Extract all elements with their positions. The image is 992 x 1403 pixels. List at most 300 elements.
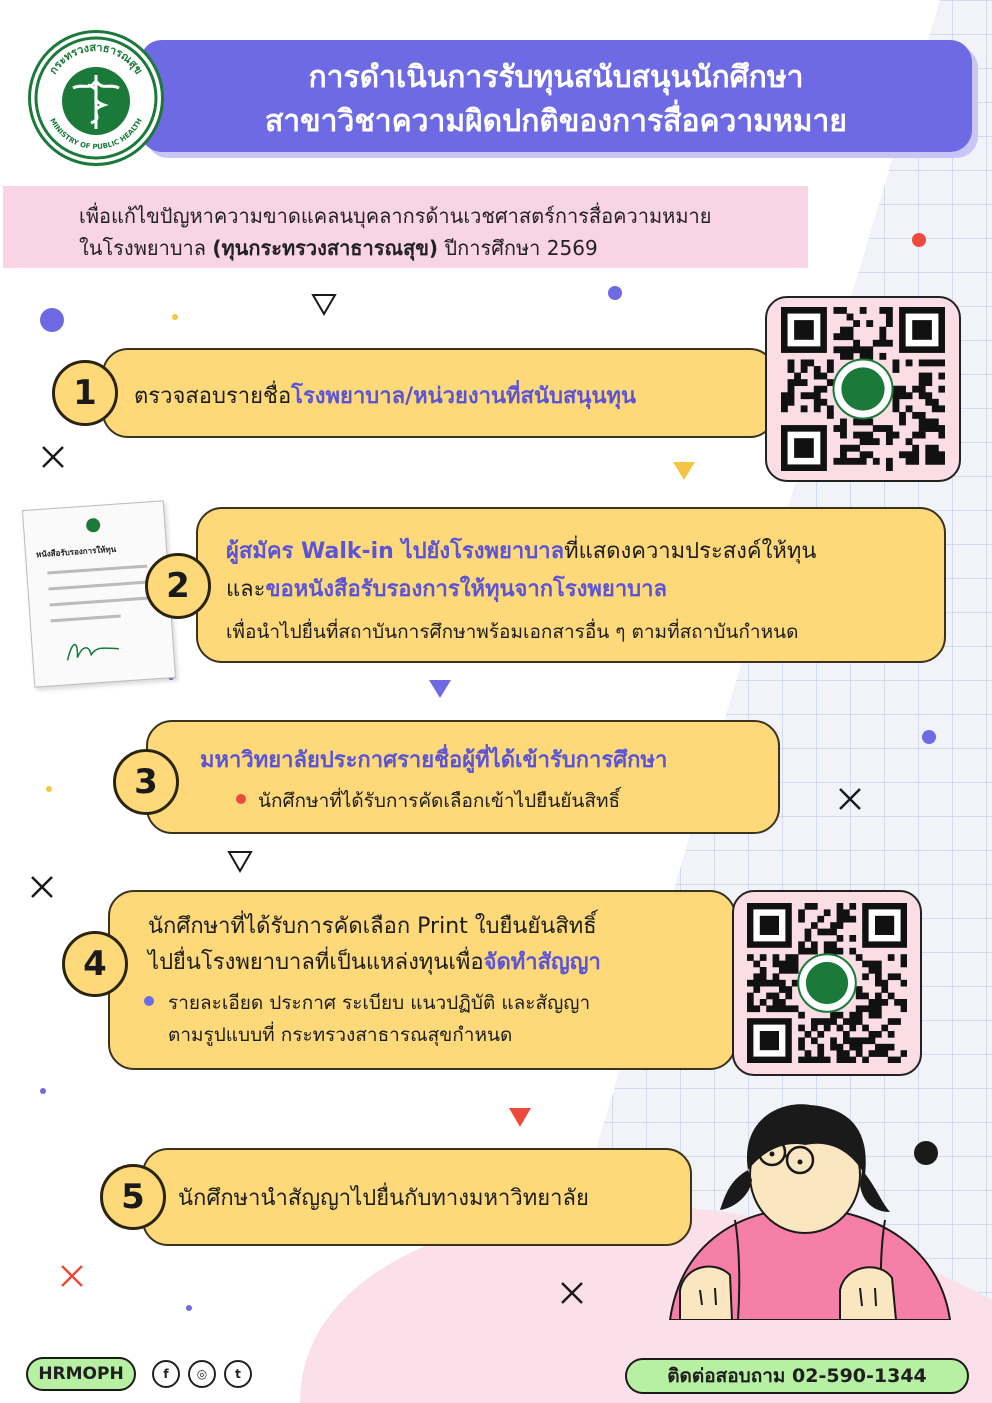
qr-module [879, 333, 886, 340]
qr-module [811, 941, 818, 948]
qr-module [932, 405, 939, 412]
qr-module [837, 1012, 844, 1019]
qr-module [817, 1044, 824, 1051]
qr-module [856, 1050, 863, 1057]
qr-module [811, 948, 818, 955]
qr-module [833, 333, 840, 340]
qr-module [773, 999, 780, 1006]
intro-line-2 [79, 232, 598, 264]
qr-module [792, 1005, 799, 1012]
qr-module [801, 359, 808, 366]
qr-module [824, 909, 831, 916]
qr-module [849, 916, 856, 923]
step-1-box [102, 348, 776, 438]
qr-module [894, 1057, 901, 1063]
qr-module [814, 386, 821, 393]
qr-module [824, 1057, 831, 1063]
qr-module [886, 307, 893, 314]
facebook-icon[interactable]: f [152, 1360, 180, 1388]
qr-module [843, 1018, 850, 1025]
qr-module [932, 451, 939, 458]
step-4-line-2-highlight: จัดทำสัญญา [483, 950, 601, 975]
qr-module [785, 993, 792, 1000]
step-2-line-3: เพื่อนำไปยื่นที่สถาบันการศึกษาพร้อมเอกสารอื่น ๆ ตามที่สถาบันกำหนด [226, 621, 799, 643]
qr-module [853, 458, 860, 465]
qr-module [830, 1044, 837, 1051]
qr-module [856, 1018, 863, 1025]
qr-module [853, 320, 860, 327]
qr-module [807, 392, 814, 399]
qr-module [906, 438, 913, 445]
qr-finder [912, 320, 932, 340]
qr-module [824, 1018, 831, 1025]
qr-module [888, 1057, 895, 1063]
step-5-text: นักศึกษานำสัญญาไปยื่นกับทางมหาวิทยาลัย [178, 1186, 589, 1211]
step-4-bullet-line-2: ตามรูปแบบที่ กระทรวงสาธารณสุขกำหนด [168, 1024, 513, 1046]
qr-module [817, 916, 824, 923]
qr-module [837, 916, 844, 923]
qr-module [798, 941, 805, 948]
qr-module [875, 973, 882, 980]
intro-box [3, 186, 808, 268]
qr-module [932, 399, 939, 406]
qr-module [837, 935, 844, 942]
qr-module [833, 425, 840, 432]
step-4-bullet-line-1: รายละเอียด ประกาศ ระเบียบ แนวปฏิบัติ และสัญญา [168, 992, 591, 1014]
qr-module [747, 954, 754, 961]
qr-module [837, 922, 844, 929]
qr-module [886, 432, 893, 439]
qr-module [856, 954, 863, 961]
qr-module [873, 340, 880, 347]
step-5-box [142, 1148, 692, 1246]
qr-module [860, 438, 867, 445]
instagram-icon[interactable]: ◎ [188, 1360, 216, 1388]
qr-module [840, 327, 847, 334]
qr-module [888, 1044, 895, 1051]
qr-module [860, 458, 867, 465]
intro-line-2-bold: (ทุนกระทรวงสาธารณสุข) [212, 236, 439, 260]
qr-module [879, 425, 886, 432]
qr-module [792, 961, 799, 968]
qr-module [827, 366, 834, 373]
qr-module [840, 419, 847, 426]
qr-code-1[interactable] [765, 296, 961, 482]
step-2-line-2-plain: และ [226, 577, 266, 602]
qr-module [869, 961, 876, 968]
qr-module [919, 392, 926, 399]
qr-module [760, 973, 767, 980]
qr-module [901, 961, 907, 968]
qr-module [886, 438, 893, 445]
qr-module [879, 307, 886, 314]
qr-module [766, 980, 773, 987]
qr-module [866, 451, 873, 458]
qr-module [869, 1037, 876, 1044]
qr-module [912, 386, 919, 393]
qr-module [792, 967, 799, 974]
qr-module [798, 1012, 805, 1019]
qr-module [875, 961, 882, 968]
contact-badge: ติดต่อสอบถาม 02-590-1344 [625, 1358, 969, 1394]
qr-module [893, 405, 900, 412]
qr-module [899, 412, 906, 419]
qr-module [840, 432, 847, 439]
qr-module [843, 1050, 850, 1057]
qr-module [847, 353, 854, 360]
step-2-line-1-plain: ที่แสดงความประสงค์ให้ทุน [564, 539, 817, 564]
qr-module [925, 399, 932, 406]
qr-module [875, 1005, 882, 1012]
qr-module [773, 973, 780, 980]
step-4-line-2 [148, 944, 601, 979]
step-4-number: 4 [62, 931, 128, 997]
qr-module [747, 980, 754, 987]
qr-module [893, 432, 900, 439]
qr-module [837, 903, 844, 910]
qr-module [843, 1031, 850, 1038]
qr-module [886, 320, 893, 327]
qr-module [899, 392, 906, 399]
qr-module [781, 392, 788, 399]
qr-finder [875, 916, 894, 935]
qr-module [840, 445, 847, 452]
title-banner [140, 40, 972, 152]
qr-module [886, 458, 893, 465]
qr-module [893, 366, 900, 373]
step-4-box [108, 890, 736, 1070]
qr-module [925, 392, 932, 399]
qr-module [862, 961, 869, 968]
qr-module [925, 451, 932, 458]
qr-pattern-2 [747, 903, 907, 1063]
step-2-line-2 [226, 571, 667, 606]
qr-module [894, 999, 901, 1006]
qr-module [912, 432, 919, 439]
qr-module [856, 1037, 863, 1044]
qr-module [779, 999, 786, 1006]
qr-module [866, 419, 873, 426]
qr-module [869, 1012, 876, 1019]
qr-module [843, 1037, 850, 1044]
qr-module [830, 922, 837, 929]
qr-module [837, 1044, 844, 1051]
step-3-bullet-dot [236, 794, 246, 804]
qr-module [773, 993, 780, 1000]
qr-module [817, 1050, 824, 1057]
qr-module [912, 445, 919, 452]
qr-module [862, 993, 869, 1000]
qr-module [869, 967, 876, 974]
qr-module [849, 1057, 856, 1063]
qr-module [785, 967, 792, 974]
qr-module [866, 320, 873, 327]
qr-module [811, 922, 818, 929]
qr-module [888, 1018, 895, 1025]
qr-finder [794, 320, 814, 340]
qr-module [785, 961, 792, 968]
qr-module [906, 451, 913, 458]
qr-finder [760, 1031, 779, 1050]
qr-module [827, 405, 834, 412]
qr-module [879, 353, 886, 360]
qr-module [824, 1025, 831, 1032]
qr-module [932, 458, 939, 465]
qr-module [919, 419, 926, 426]
qr-module [925, 359, 932, 366]
qr-module [881, 1044, 888, 1051]
qr-module [820, 373, 827, 380]
qr-module [853, 432, 860, 439]
step-2-line-1 [226, 533, 816, 568]
qr-module [805, 1050, 812, 1057]
qr-finder [794, 438, 814, 458]
qr-module [888, 1031, 895, 1038]
qr-module [866, 346, 873, 353]
qr-module [901, 999, 907, 1006]
qr-module [814, 405, 821, 412]
qr-module [801, 366, 808, 373]
step-3-bullet-text: นักศึกษาที่ได้รับการคัดเลือกเข้าไปยืนยันสิทธิ์ [258, 790, 621, 812]
qr-module [779, 967, 786, 974]
qr-module [747, 999, 754, 1006]
qr-module [811, 1018, 818, 1025]
step-2-line-1-highlight: ผู้สมัคร Walk-in ไปยังโรงพยาบาล [226, 539, 565, 564]
student-illustration [640, 1100, 970, 1320]
certificate-line [51, 615, 121, 623]
qr-module [847, 327, 854, 334]
qr-module [830, 948, 837, 955]
step-2-box [196, 507, 946, 663]
qr-module [811, 1025, 818, 1032]
qr-module [805, 948, 812, 955]
qr-module [862, 973, 869, 980]
qr-module [779, 1005, 786, 1012]
qr-module [875, 999, 882, 1006]
qr-module [869, 1005, 876, 1012]
qr-module [824, 941, 831, 948]
qr-module [794, 373, 801, 380]
qr-module [893, 386, 900, 393]
qr-module [860, 346, 867, 353]
qr-module [925, 373, 932, 380]
step-2-line-2-highlight: ขอหนังสือรับรองการให้ทุนจากโรงพยาบาล [265, 577, 667, 602]
qr-logo-center [806, 962, 848, 1004]
qr-module [788, 392, 795, 399]
qr-module [906, 458, 913, 465]
qr-module [785, 986, 792, 993]
qr-module [805, 1057, 812, 1063]
qr-module [881, 1050, 888, 1057]
qr-module [798, 948, 805, 955]
step-1-text-highlight: โรงพยาบาล/หน่วยงานที่สนับสนุนทุน [291, 384, 637, 409]
qr-module [873, 458, 880, 465]
qr-code-2[interactable] [732, 890, 922, 1076]
step-3-box [146, 720, 780, 834]
qr-module [779, 986, 786, 993]
qr-module [860, 451, 867, 458]
qr-module [798, 1044, 805, 1051]
qr-module [893, 392, 900, 399]
qr-module [912, 451, 919, 458]
step-3-number: 3 [113, 749, 179, 815]
qr-module [886, 464, 893, 471]
qr-module [856, 993, 863, 1000]
qr-module [814, 392, 821, 399]
qr-module [849, 1025, 856, 1032]
qr-module [847, 314, 854, 321]
qr-module [830, 1012, 837, 1019]
qr-module [886, 314, 893, 321]
qr-module [894, 973, 901, 980]
qr-module [837, 948, 844, 955]
qr-module [843, 1057, 850, 1063]
qr-module [932, 425, 939, 432]
qr-module [788, 359, 795, 366]
qr-module [875, 1031, 882, 1038]
qr-module [860, 307, 867, 314]
qr-module [938, 405, 945, 412]
qr-module [894, 1018, 901, 1025]
certificate-line [47, 565, 147, 575]
qr-module [906, 359, 913, 366]
qr-module [862, 1025, 869, 1032]
qr-module [853, 346, 860, 353]
certificate-line [48, 581, 148, 591]
qr-module [843, 916, 850, 923]
qr-module [811, 1037, 818, 1044]
qr-module [837, 909, 844, 916]
intro-line-1: เพื่อแก้ไขปัญหาความขาดแคลนบุคลากรด้านเวชศาสตร์การสื่อความหมาย [79, 204, 712, 228]
qr-module [817, 1031, 824, 1038]
qr-module [766, 993, 773, 1000]
qr-module [853, 419, 860, 426]
qr-module [817, 1057, 824, 1063]
qr-module [938, 458, 945, 465]
qr-module [869, 1050, 876, 1057]
qr-module [766, 1005, 773, 1012]
qr-module [847, 333, 854, 340]
qr-module [888, 993, 895, 1000]
qr-logo-center [841, 367, 884, 410]
qr-module [788, 386, 795, 393]
qr-module [785, 1005, 792, 1012]
qr-module [919, 379, 926, 386]
qr-module [938, 373, 945, 380]
qr-module [901, 1050, 907, 1057]
qr-module [798, 909, 805, 916]
qr-module [760, 967, 767, 974]
qr-module [827, 412, 834, 419]
qr-module [830, 941, 837, 948]
qr-module [919, 425, 926, 432]
qr-module [747, 1005, 754, 1012]
qr-module [837, 1057, 844, 1063]
qr-module [866, 432, 873, 439]
qr-module [886, 425, 893, 432]
qr-module [938, 432, 945, 439]
qr-module [849, 1012, 856, 1019]
qr-module [827, 359, 834, 366]
qr-module [773, 961, 780, 968]
intro-line-2-prefix: ในโรงพยาบาล [79, 236, 213, 260]
qr-module [873, 425, 880, 432]
qr-module [879, 340, 886, 347]
qr-module [747, 993, 754, 1000]
qr-module [856, 1044, 863, 1051]
twitter-icon[interactable]: t [224, 1360, 252, 1388]
qr-module [869, 1031, 876, 1038]
qr-module [760, 954, 767, 961]
qr-module [788, 379, 795, 386]
qr-module [938, 359, 945, 366]
qr-module [807, 359, 814, 366]
qr-module [849, 948, 856, 955]
qr-module [760, 980, 767, 987]
qr-module [938, 386, 945, 393]
qr-module [906, 405, 913, 412]
qr-module [932, 359, 939, 366]
qr-module [862, 1037, 869, 1044]
qr-module [830, 1037, 837, 1044]
title-line-1: การดำเนินการรับทุนสนับสนุนนักศึกษา [308, 60, 804, 95]
qr-module [817, 1018, 824, 1025]
qr-module [798, 916, 805, 923]
qr-module [881, 1025, 888, 1032]
qr-module [866, 353, 873, 360]
qr-module [840, 451, 847, 458]
step-4-line-2-plain: ไปยื่นโรงพยาบาลที่เป็นแหล่งทุนเพื่อ [148, 950, 484, 975]
qr-module [811, 1057, 818, 1063]
qr-module [849, 903, 856, 910]
certificate-title: หนังสือรับรองการให้ทุน [35, 544, 117, 560]
qr-module [899, 386, 906, 393]
qr-module [753, 980, 760, 987]
qr-module [801, 392, 808, 399]
qr-module [801, 405, 808, 412]
qr-module [912, 412, 919, 419]
qr-module [840, 333, 847, 340]
qr-module [814, 373, 821, 380]
step-4-bullet-dot [144, 996, 154, 1006]
qr-module [779, 980, 786, 987]
qr-module [925, 458, 932, 465]
qr-module [875, 1012, 882, 1019]
qr-module [781, 405, 788, 412]
qr-module [833, 346, 840, 353]
qr-module [860, 432, 867, 439]
qr-module [888, 973, 895, 980]
step-1-text-plain: ตรวจสอบรายชื่อ [134, 384, 292, 409]
qr-module [788, 399, 795, 406]
qr-module [833, 307, 840, 314]
qr-module [847, 445, 854, 452]
step-1-number: 1 [52, 360, 118, 426]
qr-module [881, 986, 888, 993]
qr-module [840, 353, 847, 360]
qr-module [893, 399, 900, 406]
qr-module [798, 1037, 805, 1044]
qr-module [886, 340, 893, 347]
qr-module [906, 392, 913, 399]
qr-module [849, 935, 856, 942]
qr-module [794, 379, 801, 386]
qr-module [849, 1037, 856, 1044]
qr-module [938, 425, 945, 432]
qr-module [860, 419, 867, 426]
qr-module [753, 961, 760, 968]
qr-module [875, 967, 882, 974]
